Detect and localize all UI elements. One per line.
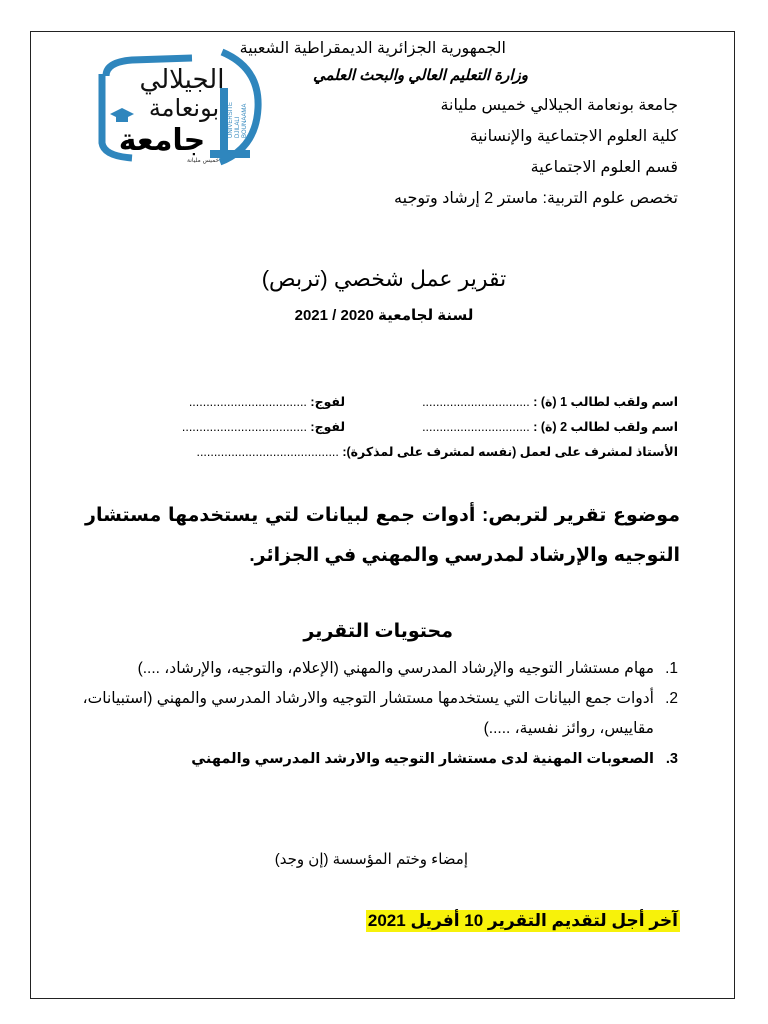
deadline-notice: آخر أجل لتقديم التقرير 10 أفريل 2021	[367, 911, 678, 930]
item-number: 2.	[665, 690, 678, 707]
contents-item	[78, 654, 678, 684]
supervisor-label: الأستاذ لمشرف على لعمل (نفسه لمشرف على لمذكرة):	[342, 445, 678, 459]
item-number: 3.	[665, 751, 678, 767]
faculty-name: كلية العلوم الاجتماعية والإنسانية	[469, 128, 678, 145]
graduation-cap-icon	[110, 108, 134, 122]
logo-arabic-1: الجيلالي	[139, 65, 225, 95]
item-text: مهام مستشار التوجيه والإرشاد المدرسي والمهني (الإعلام، والتوجيه، والإرشاد، ....)	[137, 660, 654, 677]
student2-field[interactable]: ...............................	[422, 420, 530, 434]
group2-field[interactable]: ....................................	[181, 420, 307, 434]
ministry-title: وزارة التعليم العالي والبحث العلمي	[312, 67, 528, 84]
group1-label: لفوج:	[310, 395, 346, 409]
contents-list	[78, 654, 678, 774]
logo-bottom-text: خميس مليانة	[187, 157, 220, 164]
logo-arabic-main: جامعة	[118, 123, 206, 158]
student1-field[interactable]: ...............................	[422, 395, 530, 409]
supervisor-row	[196, 444, 678, 459]
student1-label: اسم ولقب لطالب 1 (ة) :	[533, 395, 678, 409]
supervisor-field[interactable]: .........................................	[196, 445, 339, 459]
republic-title: الجمهورية الجزائرية الديمقراطية الشعبية	[239, 40, 506, 57]
specialty-name: تخصص علوم التربية: ماستر 2 إرشاد وتوجيه	[394, 190, 678, 207]
contents-item	[78, 684, 678, 744]
student2-row	[182, 419, 678, 434]
contents-item	[78, 744, 678, 774]
logo-latin-1: UNIVERSITE	[228, 101, 234, 138]
university-name: جامعة بونعامة الجيلالي خميس مليانة	[440, 97, 678, 114]
report-title-text: تقرير عمل شخصي (تربص)	[261, 266, 507, 291]
signature-stamp-label: إمضاء وختم المؤسسة (إن وجد)	[274, 851, 468, 868]
contents-title: محتويات التقرير	[303, 621, 453, 642]
item-text: الصعوبات المهنية لدى مستشار التوجيه والارشد المدرسي والمهني	[191, 751, 654, 767]
item-text: أدوات جمع البيانات التي يستخدمها مستشار التوجيه والارشاد المدرسي والمهني (استبيانات، مقاييس، روائز نفسية، .....)	[82, 690, 654, 737]
student2-label: اسم ولقب لطالب 2 (ة) :	[533, 420, 678, 434]
department-name: قسم العلوم الاجتماعية	[530, 159, 678, 176]
report-title	[0, 266, 768, 292]
logo-arabic-2: بونعامة	[148, 94, 220, 122]
group1-field[interactable]: ..................................	[188, 395, 307, 409]
report-subject: موضوع تقرير لتربص: أدوات جمع لبيانات لتي يستخدمها مستشار التوجيه والإرشاد لمدرسي والمهني في الجزائر.	[85, 505, 680, 566]
student1-row	[189, 394, 678, 409]
academic-year: لسنة لجامعية 2020 / 2021	[294, 307, 474, 324]
logo-latin-2: DJILALI	[235, 116, 241, 138]
group2-label: لفوج:	[310, 420, 346, 434]
logo-bar	[220, 88, 228, 158]
university-logo	[92, 48, 262, 166]
item-number: 1.	[665, 660, 678, 677]
logo-latin-3: BOUNAAMA	[242, 103, 248, 138]
